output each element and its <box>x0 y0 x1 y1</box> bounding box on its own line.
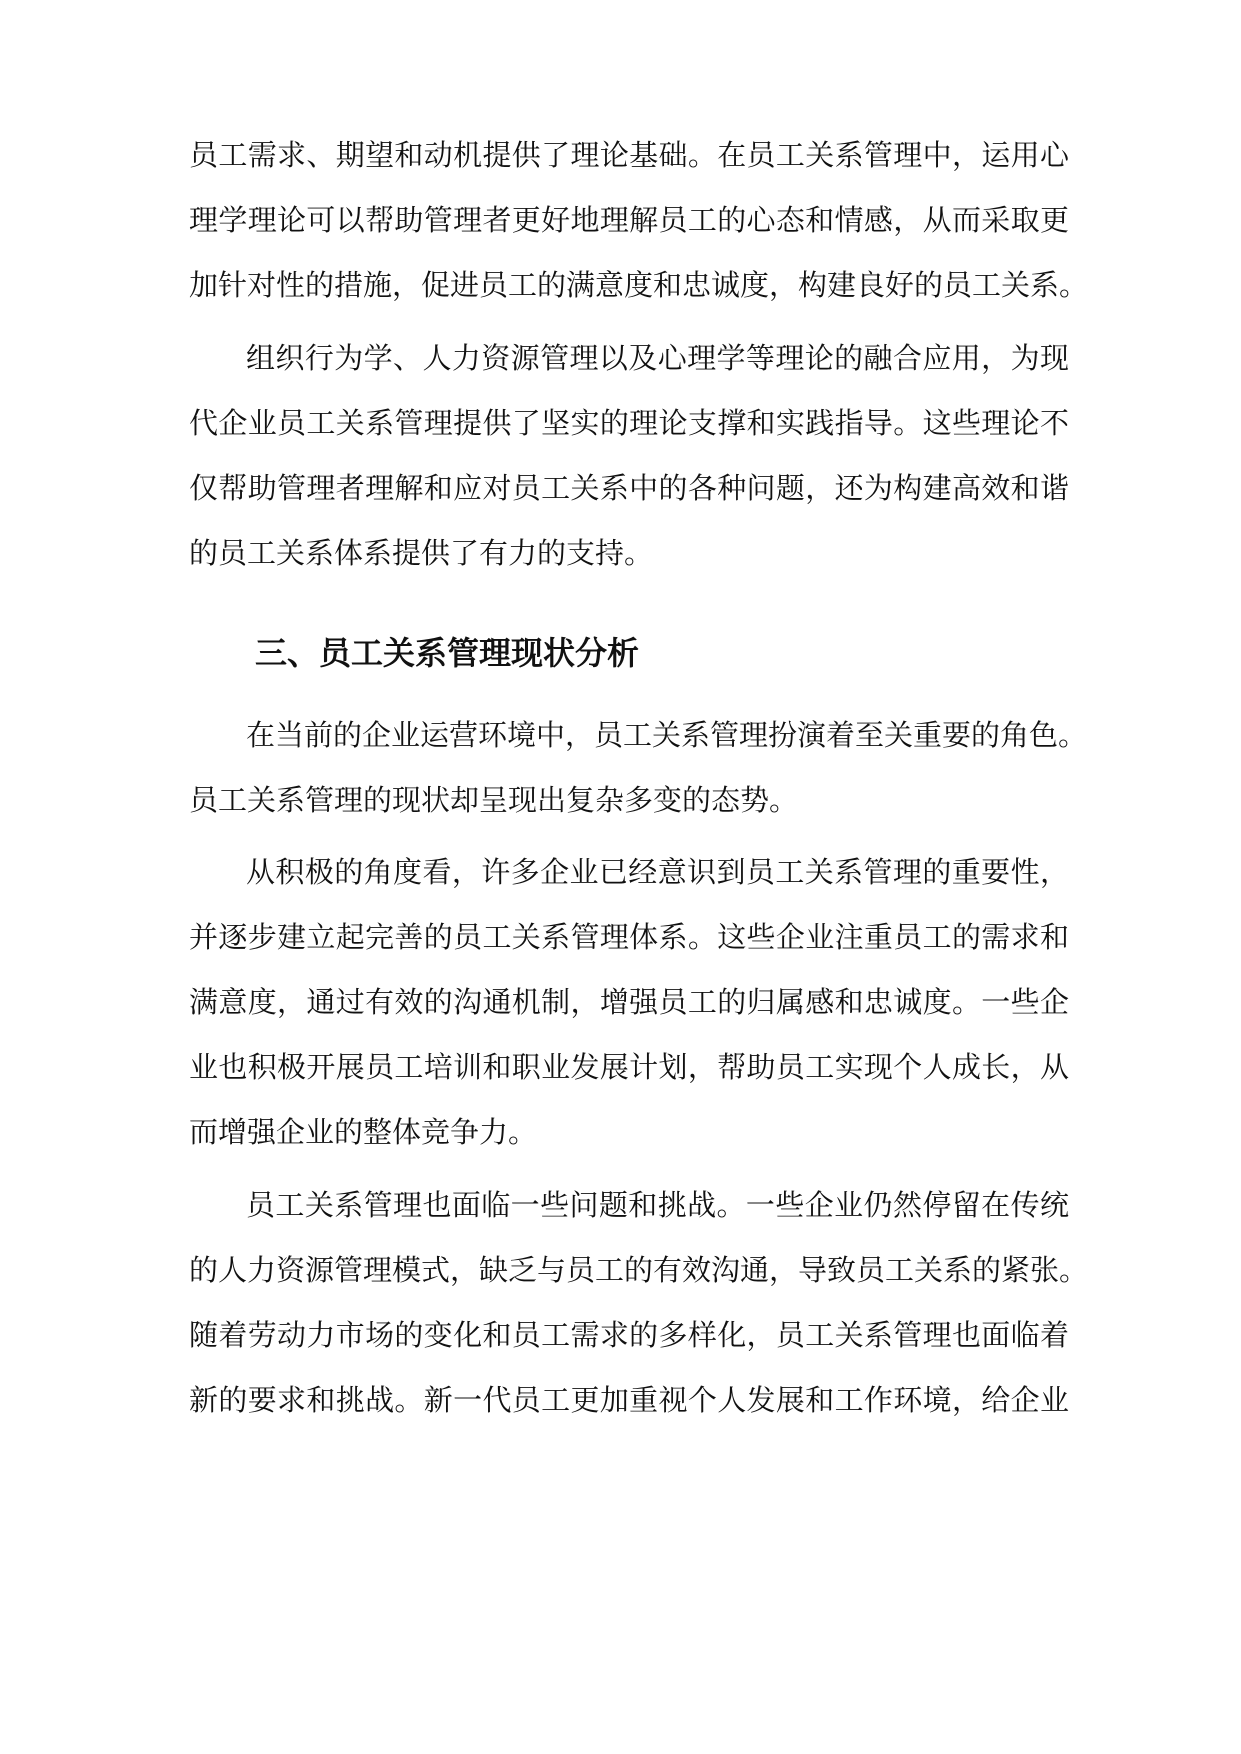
paragraph-line: 理学理论可以帮助管理者更好地理解员工的心态和情感，从而采取更 <box>189 203 1069 237</box>
paragraph-line: 员工关系管理的现状却呈现出复杂多变的态势。 <box>189 783 799 817</box>
paragraph-line: 员工关系管理也面临一些问题和挑战。一些企业仍然停留在传统 <box>246 1188 1069 1222</box>
paragraph-line: 加针对性的措施，促进员工的满意度和忠诚度，构建良好的员工关系。 <box>189 268 1089 302</box>
paragraph-line: 员工需求、期望和动机提供了理论基础。在员工关系管理中，运用心 <box>189 138 1069 172</box>
paragraph-line: 组织行为学、人力资源管理以及心理学等理论的融合应用，为现 <box>246 341 1069 375</box>
paragraph-line: 仅帮助管理者理解和应对员工关系中的各种问题，还为构建高效和谐 <box>189 471 1069 505</box>
paragraph-line: 的人力资源管理模式，缺乏与员工的有效沟通，导致员工关系的紧张。 <box>189 1253 1089 1287</box>
paragraph-line: 代企业员工关系管理提供了坚实的理论支撑和实践指导。这些理论不 <box>189 406 1069 440</box>
paragraph-line: 而增强企业的整体竞争力。 <box>189 1115 538 1149</box>
paragraph-line: 业也积极开展员工培训和职业发展计划，帮助员工实现个人成长，从 <box>189 1050 1069 1084</box>
paragraph-line: 的员工关系体系提供了有力的支持。 <box>189 536 654 570</box>
paragraph-line: 在当前的企业运营环境中，员工关系管理扮演着至关重要的角色。 <box>246 718 1088 752</box>
paragraph-line: 并逐步建立起完善的员工关系管理体系。这些企业注重员工的需求和 <box>189 920 1069 954</box>
paragraph-line: 满意度，通过有效的沟通机制，增强员工的归属感和忠诚度。一些企 <box>189 985 1069 1019</box>
paragraph-line: 从积极的角度看，许多企业已经意识到员工关系管理的重要性， <box>246 855 1069 889</box>
paragraph-line: 新的要求和挑战。新一代员工更加重视个人发展和工作环境，给企业 <box>189 1383 1069 1417</box>
paragraph-line: 随着劳动力市场的变化和员工需求的多样化，员工关系管理也面临着 <box>189 1318 1069 1352</box>
section-heading: 三、员工关系管理现状分析 <box>255 634 640 672</box>
